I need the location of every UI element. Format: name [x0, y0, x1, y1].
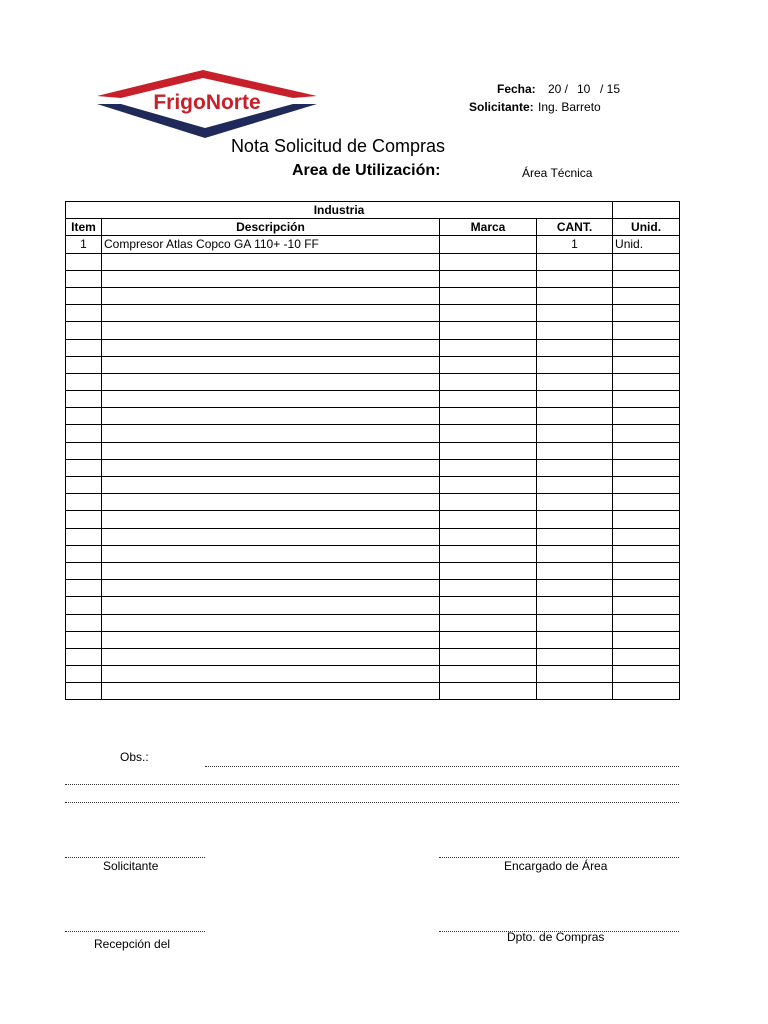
cell-item: [66, 408, 102, 425]
cell-unid: [613, 511, 680, 528]
cell-descripcion: [102, 322, 440, 339]
cell-descripcion: [102, 356, 440, 373]
table-row: [66, 339, 680, 356]
cell-cant: [537, 339, 613, 356]
cell-descripcion: [102, 683, 440, 700]
signature-label-solicitante: Solicitante: [103, 859, 159, 873]
table-row: [66, 648, 680, 665]
cell-descripcion: [102, 511, 440, 528]
table-row: [66, 305, 680, 322]
cell-cant: [537, 287, 613, 304]
signature-label-recepcion: Recepción del: [94, 937, 171, 951]
table-row: [66, 597, 680, 614]
cell-item: [66, 545, 102, 562]
cell-marca: [440, 442, 537, 459]
signature-label-encargado: Encargado de Área: [504, 859, 608, 873]
cell-unid: [613, 305, 680, 322]
cell-item: [66, 631, 102, 648]
cell-descripcion: [102, 562, 440, 579]
table-row: [66, 683, 680, 700]
cell-marca: [440, 477, 537, 494]
cell-marca: [440, 580, 537, 597]
cell-descripcion: [102, 580, 440, 597]
cell-marca: [440, 270, 537, 287]
cell-descripcion: [102, 270, 440, 287]
cell-descripcion: [102, 391, 440, 408]
cell-descripcion: [102, 459, 440, 476]
table-row: [66, 391, 680, 408]
cell-marca: [440, 648, 537, 665]
obs-label: Obs.:: [120, 750, 149, 764]
cell-item: [66, 391, 102, 408]
table-row: [66, 373, 680, 390]
table-row: [66, 425, 680, 442]
fecha-month: 10: [577, 82, 591, 96]
cell-marca: [440, 305, 537, 322]
cell-unid: [613, 270, 680, 287]
cell-marca: [440, 391, 537, 408]
cell-descripcion: [102, 339, 440, 356]
cell-item: [66, 580, 102, 597]
cell-cant: [537, 305, 613, 322]
cell-descripcion: [102, 477, 440, 494]
cell-marca: [440, 425, 537, 442]
fecha-label: Fecha:: [497, 82, 536, 96]
solicitante-label: Solicitante:: [469, 100, 534, 114]
table-row: [66, 631, 680, 648]
table-row: [66, 545, 680, 562]
cell-item: 1: [66, 236, 102, 253]
cell-unid: [613, 648, 680, 665]
fecha-year: / 15: [600, 82, 621, 96]
cell-cant: [537, 511, 613, 528]
cell-unid: [613, 391, 680, 408]
cell-cant: [537, 373, 613, 390]
cell-item: [66, 305, 102, 322]
cell-item: [66, 373, 102, 390]
cell-unid: [613, 562, 680, 579]
cell-cant: [537, 597, 613, 614]
cell-descripcion: [102, 597, 440, 614]
col-header-descripcion: Descripción: [102, 219, 440, 236]
cell-unid: Unid.: [613, 236, 680, 253]
cell-descripcion: [102, 614, 440, 631]
cell-unid: [613, 287, 680, 304]
cell-descripcion: [102, 253, 440, 270]
cell-descripcion: [102, 631, 440, 648]
obs-line: [65, 784, 679, 785]
cell-unid: [613, 666, 680, 683]
logo-wordmark: FrigoNorte: [153, 91, 261, 114]
cell-item: [66, 477, 102, 494]
cell-marca: [440, 408, 537, 425]
cell-descripcion: [102, 648, 440, 665]
table-row: [66, 477, 680, 494]
signature-line-recepcion: [65, 931, 205, 932]
area-value: Área Técnica: [522, 166, 593, 180]
cell-item: [66, 597, 102, 614]
cell-unid: [613, 545, 680, 562]
cell-item: [66, 322, 102, 339]
table-row: [66, 356, 680, 373]
cell-unid: [613, 373, 680, 390]
table-row: [66, 322, 680, 339]
cell-descripcion: [102, 442, 440, 459]
cell-descripcion: [102, 545, 440, 562]
cell-cant: [537, 580, 613, 597]
cell-descripcion: [102, 408, 440, 425]
table-header-row: [66, 219, 680, 236]
cell-item: [66, 356, 102, 373]
cell-unid: [613, 253, 680, 270]
col-header-item: Item: [66, 219, 102, 236]
col-header-unid: Unid.: [613, 219, 680, 236]
table-row: [66, 253, 680, 270]
cell-cant: [537, 425, 613, 442]
cell-cant: [537, 528, 613, 545]
table-cell: [613, 202, 680, 219]
cell-unid: [613, 528, 680, 545]
obs-line: [65, 802, 679, 803]
cell-unid: [613, 477, 680, 494]
cell-cant: [537, 477, 613, 494]
page-title: Nota Solicitud de Compras: [230, 136, 446, 156]
cell-marca: [440, 253, 537, 270]
cell-marca: [440, 459, 537, 476]
cell-cant: [537, 270, 613, 287]
area-label: Area de Utilización:: [292, 162, 441, 179]
cell-item: [66, 666, 102, 683]
cell-unid: [613, 614, 680, 631]
cell-descripcion: [102, 425, 440, 442]
cell-descripcion: [102, 528, 440, 545]
cell-marca: [440, 545, 537, 562]
table-row: [66, 562, 680, 579]
cell-cant: [537, 631, 613, 648]
table-row: [66, 494, 680, 511]
cell-marca: [440, 683, 537, 700]
cell-cant: [537, 459, 613, 476]
cell-descripcion: [102, 666, 440, 683]
cell-item: [66, 270, 102, 287]
cell-item: [66, 442, 102, 459]
cell-descripcion: [102, 373, 440, 390]
cell-item: [66, 459, 102, 476]
cell-descripcion: [102, 305, 440, 322]
table-row: [66, 511, 680, 528]
cell-marca: [440, 494, 537, 511]
cell-cant: [537, 666, 613, 683]
cell-cant: [537, 322, 613, 339]
fecha-day: 20 /: [548, 82, 569, 96]
table-row: [66, 287, 680, 304]
table-row: [66, 528, 680, 545]
cell-cant: [537, 356, 613, 373]
cell-unid: [613, 339, 680, 356]
cell-unid: [613, 494, 680, 511]
cell-item: [66, 494, 102, 511]
cell-unid: [613, 356, 680, 373]
col-header-cant: CANT.: [537, 219, 613, 236]
cell-cant: [537, 683, 613, 700]
table-row: [66, 614, 680, 631]
cell-marca: [440, 597, 537, 614]
signature-line-encargado: [439, 857, 679, 858]
cell-cant: 1: [537, 236, 613, 253]
cell-unid: [613, 631, 680, 648]
cell-marca: [440, 322, 537, 339]
table-row: [66, 442, 680, 459]
signature-label-compras: Dpto. de Compras: [507, 930, 605, 944]
frigonorte-logo: [93, 68, 321, 140]
cell-descripcion: Compresor Atlas Copco GA 110+ -10 FF: [102, 236, 440, 253]
cell-item: [66, 253, 102, 270]
cell-marca: [440, 666, 537, 683]
cell-unid: [613, 322, 680, 339]
cell-item: [66, 648, 102, 665]
obs-line: [205, 766, 679, 767]
cell-item: [66, 511, 102, 528]
cell-marca: [440, 373, 537, 390]
col-header-marca: Marca: [440, 219, 537, 236]
group-header-industria: Industria: [66, 202, 613, 219]
cell-unid: [613, 580, 680, 597]
cell-unid: [613, 425, 680, 442]
cell-descripcion: [102, 494, 440, 511]
table-row: [66, 408, 680, 425]
cell-item: [66, 683, 102, 700]
cell-cant: [537, 614, 613, 631]
table-group-header-row: [66, 202, 680, 219]
table-row: [66, 236, 680, 253]
cell-cant: [537, 408, 613, 425]
cell-item: [66, 528, 102, 545]
table-row: [66, 580, 680, 597]
cell-marca: [440, 339, 537, 356]
cell-item: [66, 614, 102, 631]
solicitante-value: Ing. Barreto: [538, 100, 601, 114]
cell-cant: [537, 442, 613, 459]
items-table: [65, 201, 680, 700]
cell-marca: [440, 562, 537, 579]
cell-marca: [440, 356, 537, 373]
cell-marca: [440, 236, 537, 253]
cell-unid: [613, 459, 680, 476]
cell-item: [66, 287, 102, 304]
signature-line-solicitante: [65, 857, 205, 858]
cell-marca: [440, 528, 537, 545]
cell-descripcion: [102, 287, 440, 304]
cell-cant: [537, 648, 613, 665]
table-row: [66, 270, 680, 287]
cell-marca: [440, 631, 537, 648]
cell-cant: [537, 562, 613, 579]
cell-item: [66, 425, 102, 442]
table-row: [66, 459, 680, 476]
cell-cant: [537, 494, 613, 511]
cell-unid: [613, 408, 680, 425]
cell-item: [66, 339, 102, 356]
cell-marca: [440, 614, 537, 631]
cell-unid: [613, 597, 680, 614]
cell-cant: [537, 253, 613, 270]
cell-marca: [440, 287, 537, 304]
table-row: [66, 666, 680, 683]
cell-cant: [537, 391, 613, 408]
cell-unid: [613, 442, 680, 459]
cell-marca: [440, 511, 537, 528]
cell-unid: [613, 683, 680, 700]
cell-cant: [537, 545, 613, 562]
cell-item: [66, 562, 102, 579]
